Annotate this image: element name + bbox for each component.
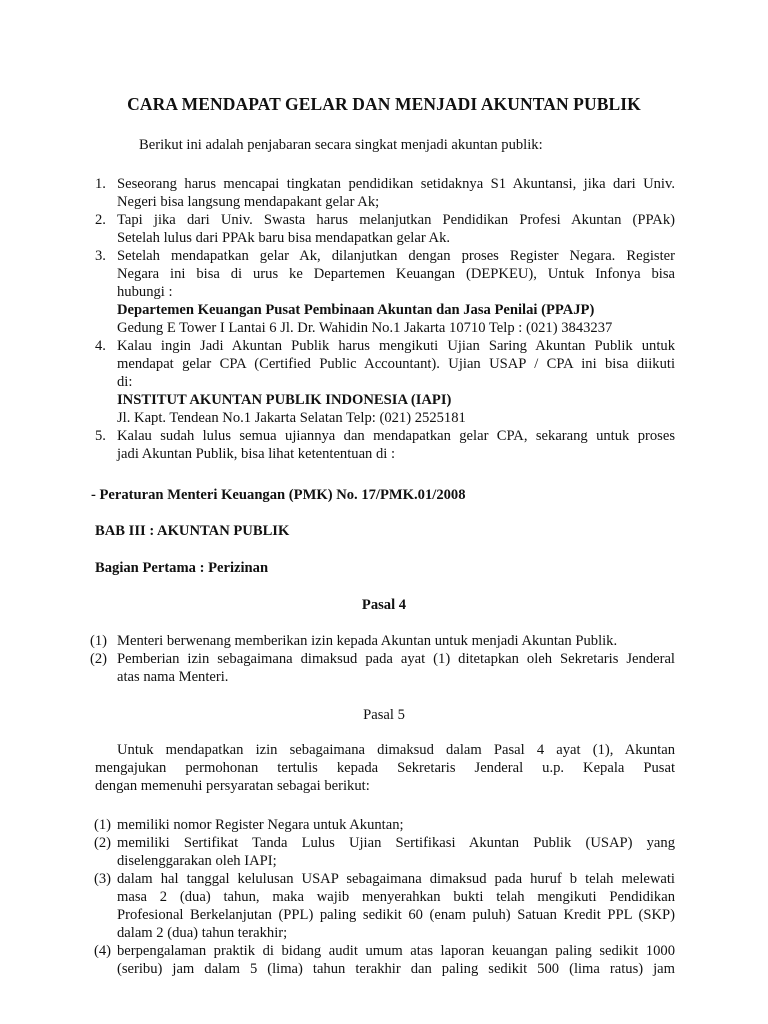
regulation-reference: - Peraturan Menteri Keuangan (PMK) No. 17/PMK.01/2008: [91, 487, 466, 503]
step-text-line: Kalau sudah lulus semua ujiannya dan mendapatkan gelar CPA, sekarang untuk proses: [117, 428, 675, 444]
organization-name: INSTITUT AKUNTAN PUBLIK INDONESIA (IAPI): [117, 392, 452, 408]
step-number: 5.: [95, 428, 106, 444]
step-item-4: [0, 337, 768, 427]
step-number: 1.: [95, 176, 106, 192]
pasal-4-item-2: [0, 650, 768, 686]
chapter-heading: BAB III : AKUNTAN PUBLIK: [95, 523, 290, 539]
step-text-line: mendapat gelar CPA (Certified Public Accountant). Ujian USAP / CPA ini bisa diikuti: [117, 356, 675, 372]
item-text-line: Profesional Berkelanjutan (PPL) paling sedikit 60 (enam puluh) Satuan Kredit PPL (SKP): [117, 907, 675, 923]
step-text-line: Setelah mendapatkan gelar Ak, dilanjutkan dengan proses Register Negara. Register: [117, 248, 675, 264]
step-number: 4.: [95, 338, 106, 354]
step-text-line: Tapi jika dari Univ. Swasta harus melanjutkan Pendidikan Profesi Akuntan (PPAk): [117, 212, 675, 228]
step-item-5: [0, 427, 768, 463]
step-number: 3.: [95, 248, 106, 264]
step-text-line: Seseorang harus mencapai tingkatan pendidikan setidaknya S1 Akuntansi, jika dari Univ.: [117, 176, 675, 192]
steps-list: [0, 175, 768, 463]
intro-text: Berikut ini adalah penjabaran secara singkat menjadi akuntan publik:: [139, 137, 543, 153]
pasal-4-list: [0, 632, 768, 686]
item-text-line: memiliki Sertifikat Tanda Lulus Ujian Sertifikasi Akuntan Publik (USAP) yang: [117, 835, 675, 851]
pasal-5-item-1: [0, 816, 768, 834]
organization-name: Departemen Keuangan Pusat Pembinaan Akuntan dan Jasa Penilai (PPAJP): [117, 302, 595, 318]
pasal-5-paragraph: [95, 741, 675, 795]
step-item-1: [0, 175, 768, 211]
item-text-line: (seribu) jam dalam 5 (lima) tahun terakhir dan paling sedikit 500 (lima ratus) jam: [117, 961, 675, 977]
step-number: 2.: [95, 212, 106, 228]
item-number: (1): [94, 817, 112, 833]
paragraph-line: dengan memenuhi persyaratan sebagai berikut:: [95, 778, 370, 794]
pasal-5-item-2: [0, 834, 768, 870]
item-number: (2): [94, 835, 112, 851]
step-text-line: Negara ini bisa di urus ke Departemen Keuangan (DEPKEU), Untuk Infonya bisa: [117, 266, 675, 282]
item-number: (1): [90, 633, 108, 649]
item-text-line: dalam hal tanggal kelulusan USAP sebagaimana dimaksud pada huruf b telah melewati: [117, 871, 675, 887]
item-text-line: masa 2 (dua) tahun, maka wajib menyerahkan bukti telah mengikuti Pendidikan: [117, 889, 675, 905]
item-text-line: memiliki nomor Register Negara untuk Akuntan;: [117, 817, 404, 833]
item-text-line: dalam 2 (dua) tahun terakhir;: [117, 925, 288, 941]
step-text-line: Setelah lulus dari PPAk baru bisa mendapatkan gelar Ak.: [117, 230, 451, 246]
step-text-line: di:: [117, 374, 133, 390]
item-text-line: atas nama Menteri.: [117, 669, 229, 685]
step-text-line: hubungi :: [117, 284, 173, 300]
item-text-line: berpengalaman praktik di bidang audit umum atas laporan keuangan paling sedikit 1000: [117, 943, 675, 959]
document-title: CARA MENDAPAT GELAR DAN MENJADI AKUNTAN PUBLIK: [127, 94, 641, 114]
organization-address: Jl. Kapt. Tendean No.1 Jakarta Selatan Telp: (021) 2525181: [117, 410, 466, 426]
pasal-5-item-3: [0, 870, 768, 942]
pasal-5-heading: Pasal 5: [363, 707, 405, 723]
pasal-4-item-1: [0, 632, 768, 650]
step-text-line: Negeri bisa langsung mendapakant gelar Ak;: [117, 194, 380, 210]
section-heading: Bagian Pertama : Perizinan: [95, 560, 269, 576]
step-item-2: [0, 211, 768, 247]
organization-address: Gedung E Tower I Lantai 6 Jl. Dr. Wahidin No.1 Jakarta 10710 Telp : (021) 3843237: [117, 320, 613, 336]
item-number: (4): [94, 943, 112, 959]
step-text-line: jadi Akuntan Publik, bisa lihat ketententuan di :: [117, 446, 396, 462]
item-text-line: diselenggarakan oleh IAPI;: [117, 853, 277, 869]
step-text-line: Kalau ingin Jadi Akuntan Publik harus mengikuti Ujian Saring Akuntan Publik untuk: [117, 338, 675, 354]
pasal-5-item-4: [0, 942, 768, 978]
paragraph-line: Untuk mendapatkan izin sebagaimana dimaksud dalam Pasal 4 ayat (1), Akuntan: [117, 742, 675, 758]
step-item-3: [0, 247, 768, 337]
item-number: (2): [90, 651, 108, 667]
paragraph-line: mengajukan permohonan tertulis kepada Sekretaris Jenderal u.p. Kepala Pusat: [95, 760, 675, 776]
item-number: (3): [94, 871, 112, 887]
pasal-5-list: [0, 816, 768, 978]
item-text-line: Pemberian izin sebagaimana dimaksud pada ayat (1) ditetapkan oleh Sekretaris Jenderal: [117, 651, 675, 667]
pasal-4-heading: Pasal 4: [361, 597, 407, 613]
item-text-line: Menteri berwenang memberikan izin kepada Akuntan untuk menjadi Akuntan Publik.: [117, 633, 618, 649]
